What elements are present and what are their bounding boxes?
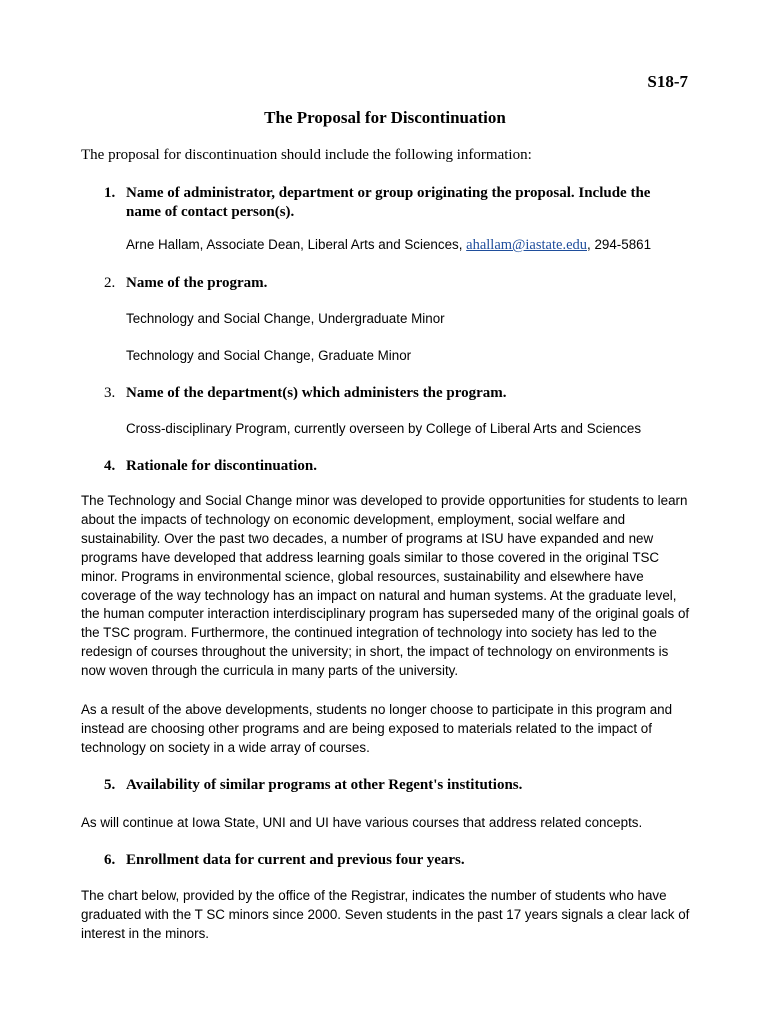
item-heading-text: Name of the department(s) which administers the program. (126, 385, 507, 401)
item-1-heading (104, 184, 686, 222)
item-heading-text: Name of administrator, department or group originating the proposal. Include the name of contact person(s). (126, 185, 651, 220)
page-title: The Proposal for Discontinuation (264, 108, 506, 127)
rationale-paragraph-2 (81, 701, 693, 758)
program-name-graduate: Technology and Social Change, Graduate Minor (126, 348, 412, 363)
contact-email-link[interactable]: ahallam@iastate.edu (466, 237, 587, 253)
item-number: 3. (104, 385, 116, 401)
document-id: S18-7 (647, 72, 688, 91)
intro-text: The proposal for discontinuation should include the following information: (81, 147, 532, 163)
item-number: 4. (104, 458, 116, 474)
item-3-heading (104, 384, 507, 403)
item-5-heading (104, 776, 522, 795)
item-heading-text: Name of the program. (126, 275, 268, 291)
enrollment-paragraph (81, 887, 693, 944)
similar-programs-paragraph (81, 814, 693, 833)
item-heading-text: Enrollment data for current and previous four years. (126, 852, 465, 868)
rationale-paragraph-1 (81, 492, 693, 681)
item-2-heading (104, 274, 267, 293)
item-6-heading (104, 851, 465, 870)
paragraph-text: As will continue at Iowa State, UNI and UI have various courses that address related concepts. (81, 815, 643, 830)
item-heading-text: Rationale for discontinuation. (126, 458, 317, 474)
item-heading-text: Availability of similar programs at other Regent's institutions. (126, 777, 523, 793)
contact-name: Arne Hallam, Associate Dean, Liberal Arts and Sciences, (126, 237, 467, 252)
item-number: 2. (104, 275, 116, 291)
paragraph-text: As a result of the above developments, students no longer choose to participate in this program and instead are choosing other programs and are being exposed to materials related to the impact of technology on society in a wide array of courses. (81, 702, 673, 755)
item-number: 6. (104, 852, 116, 868)
item-4-heading (104, 457, 317, 476)
program-name-undergraduate: Technology and Social Change, Undergraduate Minor (126, 311, 445, 326)
item-number: 1. (104, 185, 116, 201)
paragraph-text: The chart below, provided by the office of the Registrar, indicates the number of students who have graduated with the T SC minors since 2000. Seven students in the past 17 years signals a clear lack of interest in the minors. (81, 888, 690, 941)
contact-phone: , 294-5861 (587, 237, 652, 252)
administering-department: Cross-disciplinary Program, currently overseen by College of Liberal Arts and Sciences (126, 421, 642, 436)
item-1-answer (126, 237, 651, 254)
item-number: 5. (104, 777, 116, 793)
paragraph-text: The Technology and Social Change minor was developed to provide opportunities for students to learn about the impacts of technology on economic development, employment, social welfare and sustainability. Over the past two decades, a number of programs at ISU have expanded and new programs have developed that address learning goals similar to those covered in the original TSC minor. Programs in environmental science, global resources, sustainability and elsewhere have coverage of the way technology has an impact on natural and human systems. At the graduate level, the human computer interaction interdisciplinary program has superseded many of the original goals of the TSC program. Furthermore, the continued integration of technology into society has led to the redesign of courses throughout the university; in short, the impact of technology on environments is now woven through the curricula in many parts of the university. (81, 493, 690, 679)
